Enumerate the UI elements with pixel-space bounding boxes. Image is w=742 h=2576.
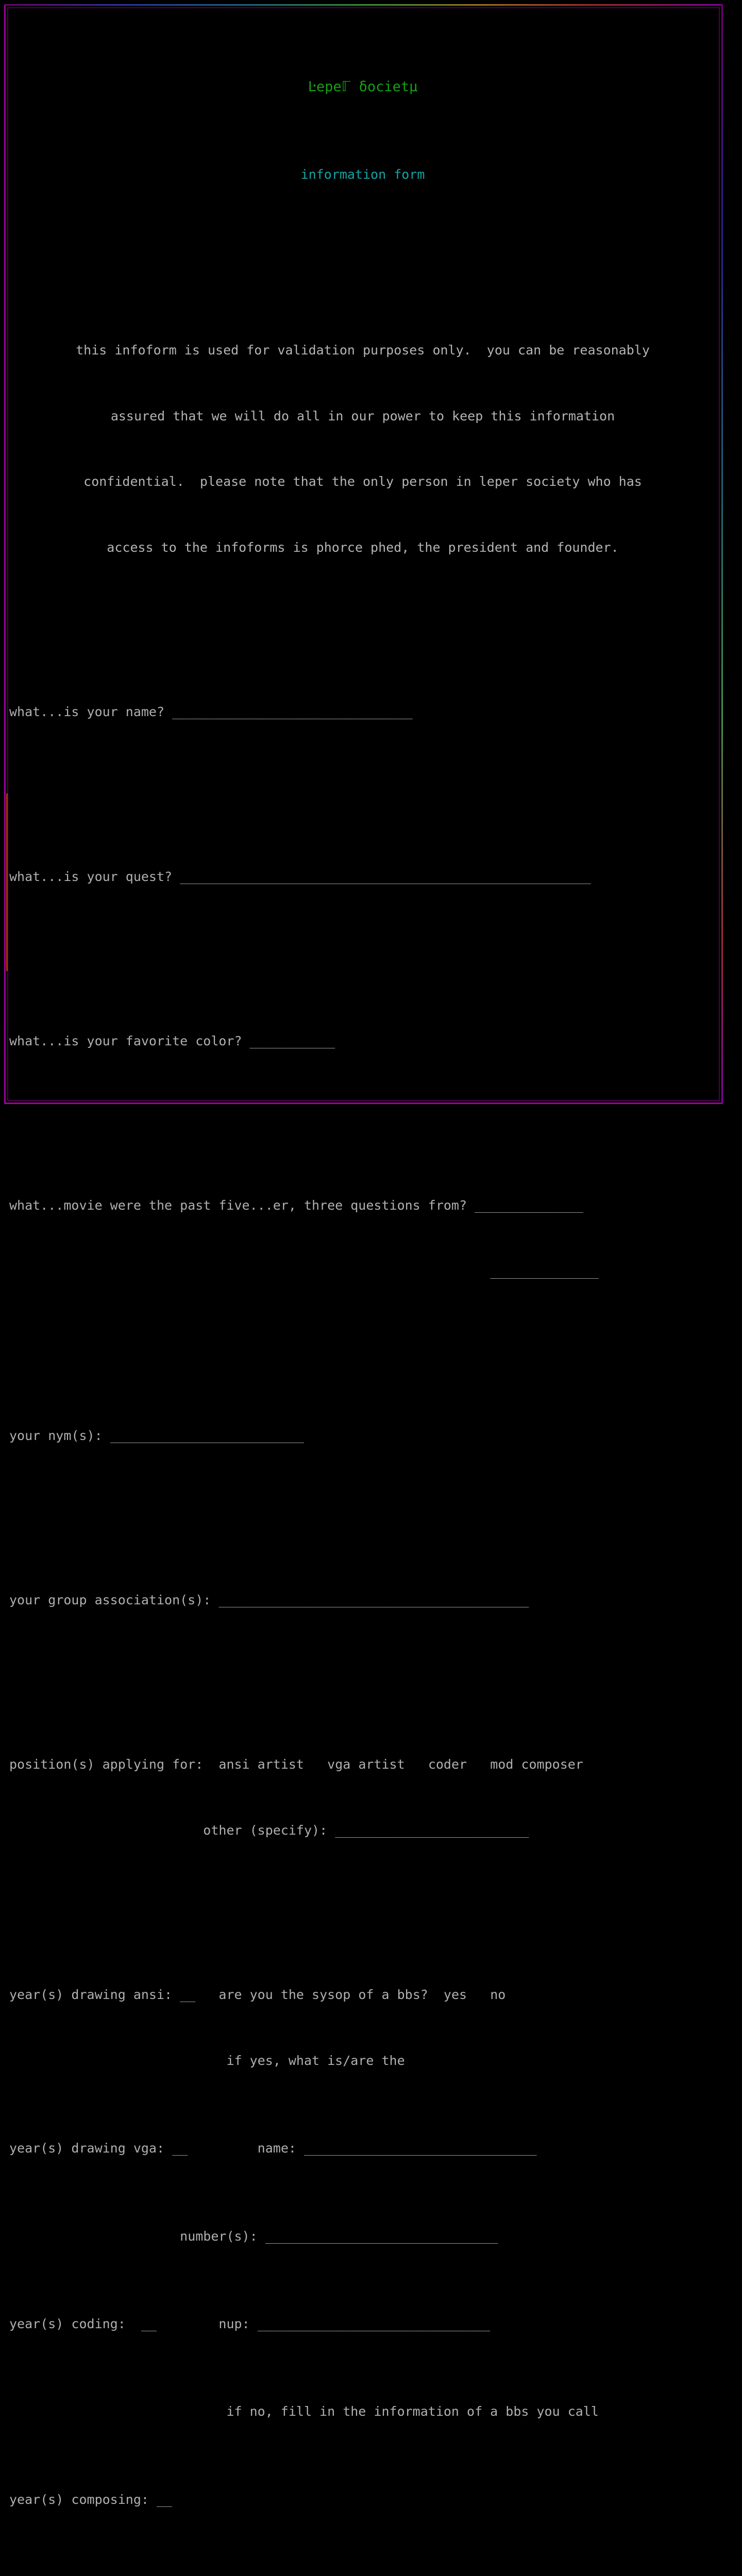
option-mod-composer[interactable]: mod composer — [490, 1757, 583, 1772]
intro-line-2: assured that we will do all in our power to keep this information — [110, 408, 615, 423]
field-color-blank[interactable]: ___________ — [249, 1033, 335, 1048]
field-groups-label: your group association(s): — [9, 1592, 211, 1607]
field-name-blank[interactable]: _______________________________ — [172, 704, 413, 720]
option-vga-artist[interactable]: vga artist — [327, 1757, 405, 1772]
bbs-nup-label: nup: — [218, 2316, 250, 2331]
field-nyms-label: your nym(s): — [9, 1428, 103, 1443]
right-border-gradient — [721, 4, 723, 1104]
form-subtitle: information form — [300, 167, 425, 182]
field-quest-label: what...is your quest? — [9, 869, 173, 884]
field-years-vga-label: year(s) drawing vga: — [9, 2141, 165, 2156]
bbs-name-label: name: — [257, 2141, 296, 2156]
field-years-composing-row — [9, 2489, 716, 2511]
sysop-if-yes-label: if yes, what is/are the — [226, 2053, 405, 2068]
sysop-if-no-label: if no, fill in the information of a bbs you call — [226, 2404, 599, 2419]
field-movie-blank-1[interactable]: ______________ — [475, 1197, 583, 1213]
bbs-number-label: number(s): — [180, 2228, 258, 2244]
bbs-number-blank[interactable]: ______________________________ — [265, 2228, 498, 2244]
field-years-coding-row — [9, 2313, 716, 2335]
field-nyms-row — [9, 1425, 716, 1447]
field-movie-row-2 — [9, 1261, 716, 1283]
field-name-row — [9, 701, 716, 723]
field-nyms-blank[interactable]: _________________________ — [110, 1428, 304, 1443]
intro-line-3: confidential. please note that the only person in leper society who has — [83, 474, 642, 489]
bbs-number-row — [9, 2226, 716, 2248]
field-positions-other-row — [9, 1820, 716, 1842]
intro-line-1: this infoform is used for validation purposes only. you can be reasonably — [76, 342, 650, 358]
sysop-question: are you the sysop of a bbs? — [218, 1987, 428, 2003]
field-years-composing-blank[interactable]: __ — [157, 2492, 173, 2507]
field-years-composing-label: year(s) composing: — [9, 2492, 149, 2507]
field-name-label: what...is your name? — [9, 704, 165, 720]
sysop-yes-option[interactable]: yes — [443, 1987, 467, 2003]
field-quest-row — [9, 866, 716, 888]
field-groups-blank[interactable]: ________________________________________ — [218, 1592, 529, 1607]
intro-line-4: access to the infoforms is phorce phed, the president and founder. — [107, 540, 619, 555]
option-coder[interactable]: coder — [428, 1757, 467, 1772]
field-movie-blank-2[interactable]: ______________ — [490, 1263, 599, 1279]
sysop-no-option[interactable]: no — [490, 1987, 506, 2003]
bbs-nup-blank[interactable]: ______________________________ — [257, 2316, 491, 2331]
top-border-gradient — [4, 4, 723, 6]
art-title — [9, 76, 716, 98]
field-years-ansi-row — [9, 1984, 716, 2006]
field-years-coding-blank[interactable]: __ — [141, 2316, 157, 2331]
field-years-ansi-blank[interactable]: __ — [180, 1987, 196, 2003]
field-other-label: other (specify): — [203, 1822, 328, 1838]
field-positions-label: position(s) applying for: — [9, 1757, 204, 1772]
form-body — [9, 10, 716, 2507]
left-border-accent — [6, 793, 8, 971]
field-movie-row — [9, 1195, 716, 1217]
field-quest-blank[interactable]: _____________________________________________________ — [180, 869, 591, 884]
bbs-name-blank[interactable]: ______________________________ — [304, 2141, 537, 2156]
field-color-row — [9, 1030, 716, 1053]
field-groups-row — [9, 1589, 716, 1612]
sysop-if-no-row — [9, 2401, 716, 2423]
field-movie-label: what...movie were the past five...er, three questions from? — [9, 1197, 467, 1213]
field-other-blank[interactable]: _________________________ — [335, 1822, 529, 1838]
sysop-if-yes-row — [9, 2050, 716, 2072]
option-ansi-artist[interactable]: ansi artist — [218, 1757, 304, 1772]
field-years-vga-blank[interactable]: __ — [172, 2141, 188, 2156]
field-years-vga-row — [9, 2138, 716, 2160]
field-positions-row — [9, 1754, 716, 1776]
field-years-coding-label: year(s) coding: — [9, 2316, 126, 2331]
field-years-ansi-label: year(s) drawing ansi: — [9, 1987, 173, 2003]
art-title-glyphs: Ŀepeℾ ẟocietμ — [308, 78, 418, 95]
field-color-label: what...is your favorite color? — [9, 1033, 242, 1048]
